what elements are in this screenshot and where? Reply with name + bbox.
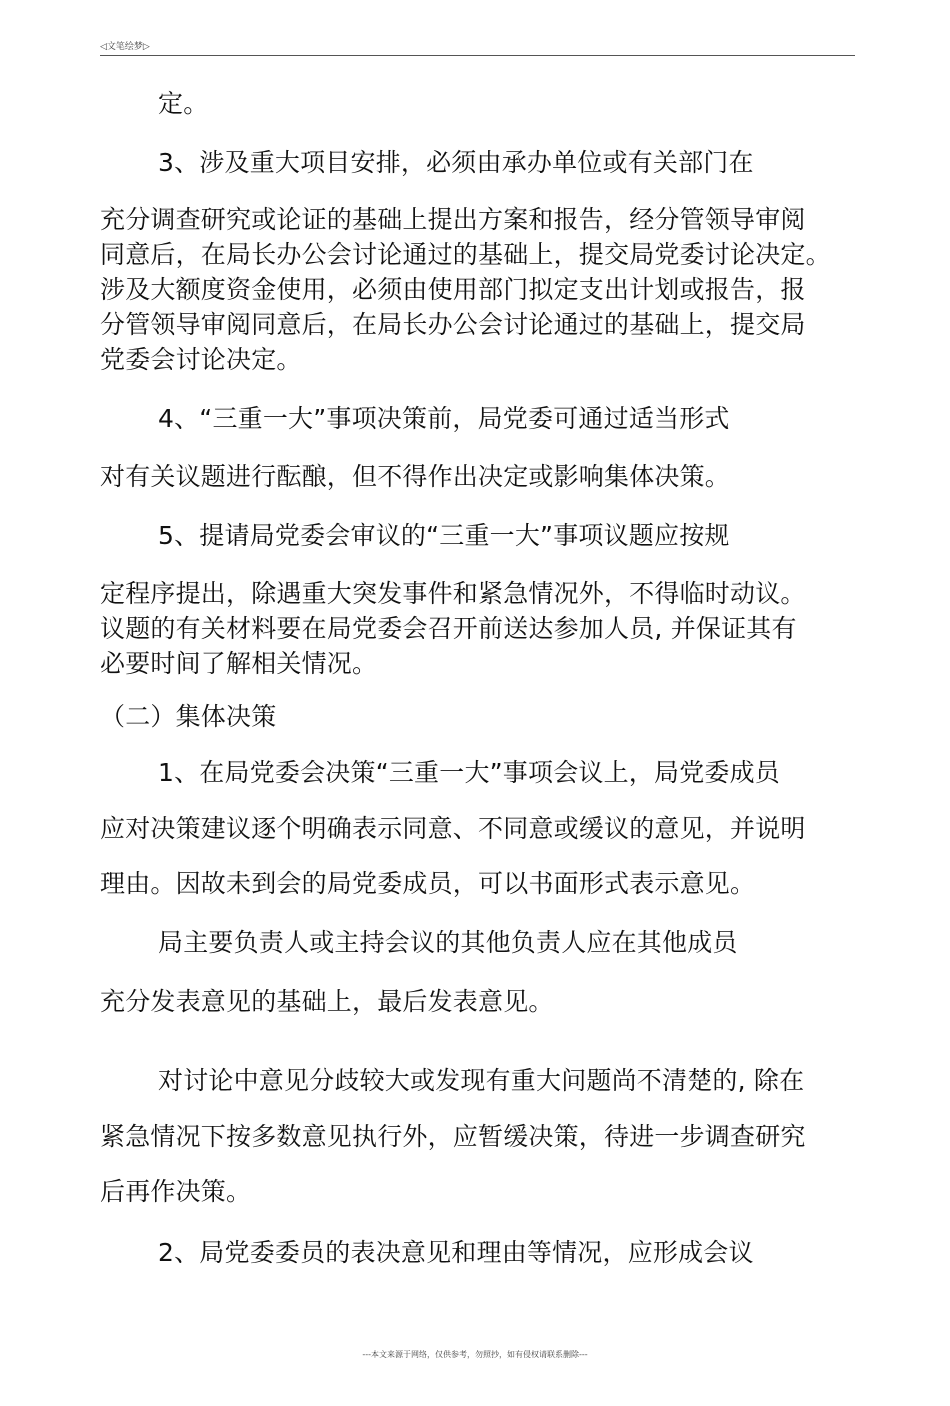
body-line: 应对决策建议逐个明确表示同意、不同意或缓议的意见，并说明 <box>100 814 806 843</box>
body-line: 1、在局党委会决策“三重一大”事项会议上，局党委成员 <box>158 758 781 787</box>
body-line: 局主要负责人或主持会议的其他负责人应在其他成员 <box>158 928 738 957</box>
body-line: 5、提请局党委会审议的“三重一大”事项议题应按规 <box>158 521 730 550</box>
section-heading: （二）集体决策 <box>100 702 277 731</box>
body-line: 必要时间了解相关情况。 <box>100 649 378 678</box>
body-line: 对有关议题进行酝酿，但不得作出决定或影响集体决策。 <box>100 462 731 491</box>
header-logo-text: ◁文笔绘梦▷ <box>100 42 150 52</box>
body-line: 党委会讨论决定。 <box>100 345 302 374</box>
body-line: 对讨论中意见分歧较大或发现有重大问题尚不清楚的, 除在 <box>158 1066 805 1095</box>
page-footer: ---本文来源于网络，仅供参考，勿照抄，如有侵权请联系删除--- <box>362 1350 588 1359</box>
body-line: 紧急情况下按多数意见执行外，应暂缓决策，待进一步调查研究 <box>100 1122 806 1151</box>
body-line: 理由。因故未到会的局党委成员，可以书面形式表示意见。 <box>100 869 756 898</box>
body-line: 定程序提出，除遇重大突发事件和紧急情况外，不得临时动议。 <box>100 579 806 608</box>
body-line: 4、“三重一大”事项决策前，局党委可通过适当形式 <box>158 404 730 433</box>
body-line: 同意后，在局长办公会讨论通过的基础上，提交局党委讨论决定。 <box>100 240 831 269</box>
body-line: 议题的有关材料要在局党委会召开前送达参加人员, 并保证其有 <box>100 614 797 643</box>
header-divider <box>100 55 855 56</box>
body-line: 后再作决策。 <box>100 1177 252 1206</box>
body-line: 3、涉及重大项目安排，必须由承办单位或有关部门在 <box>158 148 754 177</box>
body-line: 分管领导审阅同意后，在局长办公会讨论通过的基础上，提交局 <box>100 310 806 339</box>
body-line: 2、局党委委员的表决意见和理由等情况，应形成会议 <box>158 1238 754 1267</box>
body-line: 定。 <box>158 89 209 118</box>
body-line: 充分调查研究或论证的基础上提出方案和报告，经分管领导审阅 <box>100 205 806 234</box>
body-line: 涉及大额度资金使用，必须由使用部门拟定支出计划或报告，报 <box>100 275 806 304</box>
body-line: 充分发表意见的基础上，最后发表意见。 <box>100 987 554 1016</box>
